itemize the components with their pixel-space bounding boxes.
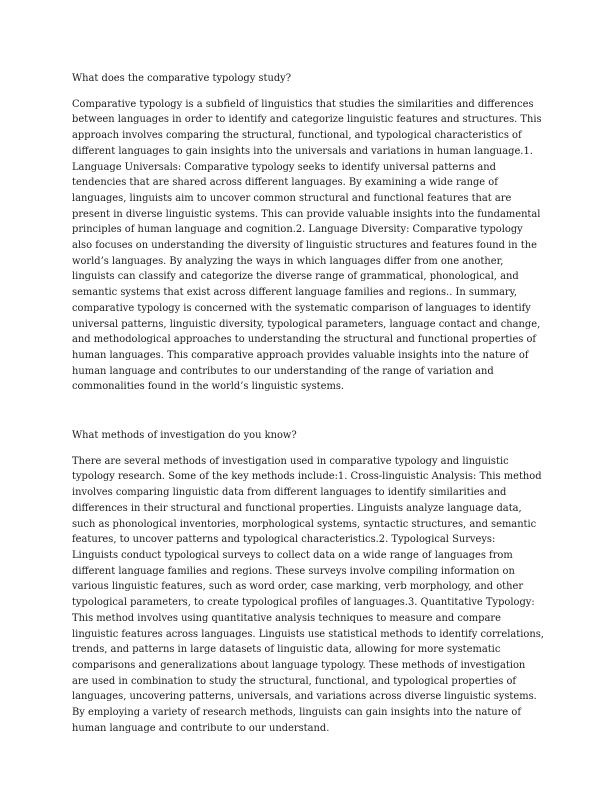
document-page — [72, 71, 544, 736]
question-section-2 — [72, 428, 544, 736]
question-section-1 — [72, 71, 544, 395]
question-heading: What does the comparative typology study? — [72, 73, 292, 84]
answer-paragraph: There are several methods of investigation used in comparative typology and linguistic typology research. Some of the key methods include:1. Cross-linguistic Analysis: This method involves comparing linguistic data from different languages to identify similarities and differences in their structural and functional properties. Linguists analyze language data, such as phonological inventories, morphological systems, syntactic structures, and semantic features, to uncover patterns and typological characteristics.2. Typological Surveys: Linguists conduct typological surveys to collect data on a wide range of languages from different language families and regions. These surveys involve compiling information on various linguistic features, such as word order, case marking, verb morphology, and other typological parameters, to create typological profiles of languages.3. Quantitative Typology: This method involves using quantitative analysis techniques to measure and compare linguistic features across languages. Linguists use statistical methods to identify correlations, trends, and patterns in large datasets of linguistic data, allowing for more systematic comparisons and generalizations about language typology. These methods of investigation are used in combination to study the structural, functional, and typological properties of languages, uncovering patterns, universals, and variations across diverse linguistic systems. By employing a variety of research methods, linguists can gain insights into the nature of human language and contribute to our understand. — [72, 455, 544, 734]
question-heading: What methods of investigation do you know? — [72, 430, 297, 442]
answer-paragraph: Comparative typology is a subfield of linguistics that studies the similarities and differences between languages in order to identify and categorize linguistic features and structures. This approach involves comparing the structural, functional, and typological characteristics of different languages to gain insights into the universals and variations in human language.1. Language Universals: Comparative typology seeks to identify universal patterns and tendencies that are shared across different languages. By examining a wide range of languages, linguists aim to uncover common structural and functional features that are present in diverse linguistic systems. This can provide valuable insights into the fundamental principles of human language and cognition.2. Language Diversity: Comparative typology also focuses on understanding the diversity of linguistic structures and features found in the world’s languages. By analyzing the ways in which languages differ from one another, linguists can classify and categorize the diverse range of grammatical, phonological, and semantic systems that exist across different language families and regions.. In summary, comparative typology is concerned with the systematic comparison of languages to identify universal patterns, linguistic diversity, typological parameters, language contact and change, and methodological approaches to understanding the structural and functional properties of human languages. This comparative approach provides valuable insights into the nature of human language and contributes to our understanding of the range of variation and commonalities found in the world’s linguistic systems. — [72, 98, 542, 393]
section-spacer — [72, 395, 544, 428]
